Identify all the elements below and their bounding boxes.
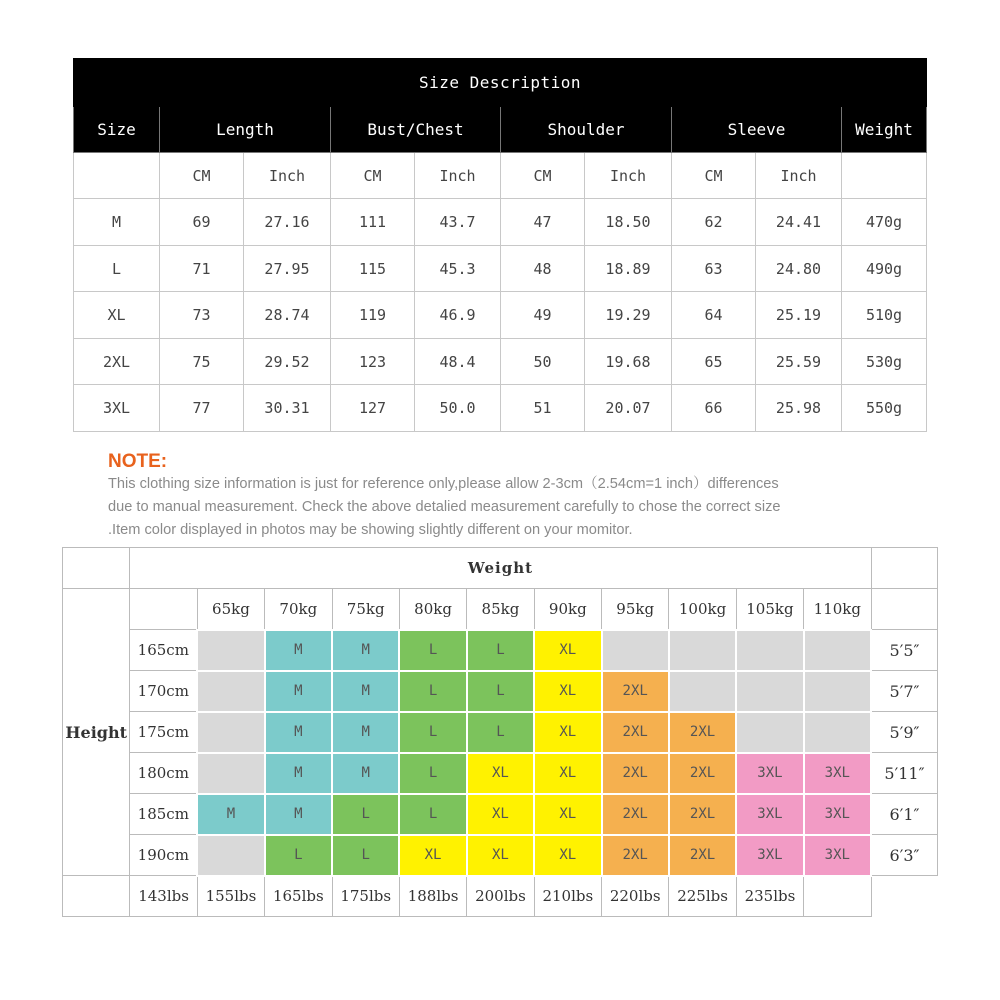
table-cell: 127	[331, 385, 415, 432]
chart-size-cell: 3XL	[736, 753, 803, 794]
chart-lbs-footer: 175lbs	[332, 876, 399, 917]
table-cell: 470g	[842, 199, 927, 245]
table-cell: 18.89	[585, 245, 672, 291]
chart-kg-header: 65kg	[197, 589, 264, 630]
chart-height-label: Height	[63, 589, 130, 876]
note-line: .Item color displayed in photos may be showing slightly different on your momitor.	[108, 522, 633, 538]
unit-cell: Inch	[415, 152, 501, 198]
chart-row	[63, 835, 938, 876]
unit-cell: Inch	[244, 152, 331, 198]
table-cell: 50	[501, 338, 585, 384]
table-cell: 62	[672, 199, 756, 245]
table-cell: 111	[331, 199, 415, 245]
table-row	[74, 385, 927, 432]
table-cell: 19.68	[585, 338, 672, 384]
chart-size-cell: XL	[399, 835, 466, 876]
table-row	[74, 292, 927, 338]
chart-lbs-footer: 225lbs	[669, 876, 736, 917]
table-cell: 24.80	[756, 245, 842, 291]
table-row	[74, 245, 927, 291]
table-cell: 119	[331, 292, 415, 338]
weight-height-chart	[62, 547, 938, 917]
chart-size-cell	[804, 712, 871, 753]
chart-lbs-footer: 235lbs	[736, 876, 803, 917]
chart-size-cell	[197, 835, 264, 876]
chart-height-cm: 175cm	[130, 712, 197, 753]
note-line: This clothing size information is just for reference only,please allow 2-3cm（2.54cm=1 inch）differences	[108, 476, 779, 492]
chart-blank	[63, 876, 130, 917]
chart-body	[63, 548, 938, 917]
size-table-title: Size Description	[74, 59, 927, 107]
table-cell: 75	[160, 338, 244, 384]
chart-kg-header-row	[63, 589, 938, 630]
table-cell: 43.7	[415, 199, 501, 245]
chart-size-cell: XL	[467, 794, 534, 835]
chart-size-cell: 2XL	[602, 835, 669, 876]
table-cell: 28.74	[244, 292, 331, 338]
chart-size-cell: M	[265, 753, 332, 794]
chart-kg-header: 90kg	[534, 589, 601, 630]
table-cell: 30.31	[244, 385, 331, 432]
chart-size-cell: L	[332, 835, 399, 876]
chart-size-cell: L	[467, 712, 534, 753]
chart-kg-header: 70kg	[265, 589, 332, 630]
chart-height-cm: 170cm	[130, 671, 197, 712]
chart-size-cell: 2XL	[669, 794, 736, 835]
chart-size-cell: L	[399, 794, 466, 835]
chart-size-cell: L	[399, 671, 466, 712]
chart-size-cell: L	[399, 753, 466, 794]
chart-height-ft: 5′11″	[871, 753, 937, 794]
chart-size-cell: M	[265, 794, 332, 835]
chart-size-cell	[669, 630, 736, 671]
chart-size-cell: XL	[534, 671, 601, 712]
chart-size-cell: L	[467, 671, 534, 712]
chart-size-cell	[736, 630, 803, 671]
table-row	[74, 338, 927, 384]
chart-size-cell	[736, 712, 803, 753]
table-cell: 115	[331, 245, 415, 291]
chart-size-cell: 2XL	[669, 753, 736, 794]
table-cell: 550g	[842, 385, 927, 432]
header-sleeve: Sleeve	[672, 106, 842, 152]
table-cell: 65	[672, 338, 756, 384]
chart-size-cell: M	[265, 671, 332, 712]
chart-size-cell: M	[332, 630, 399, 671]
chart-size-cell: XL	[534, 835, 601, 876]
size-table-units-row	[74, 152, 927, 198]
chart-lbs-row	[63, 876, 938, 917]
chart-weight-label: Weight	[130, 548, 871, 589]
note-section	[108, 451, 908, 542]
chart-corner	[871, 548, 937, 589]
chart-size-cell	[804, 630, 871, 671]
chart-size-cell	[602, 630, 669, 671]
chart-size-cell	[736, 671, 803, 712]
chart-kg-header: 110kg	[804, 589, 871, 630]
chart-height-ft: 5′9″	[871, 712, 937, 753]
chart-size-cell	[197, 712, 264, 753]
chart-size-cell: L	[399, 630, 466, 671]
note-line: due to manual measurement. Check the above detalied measurement carefully to chose the correct size	[108, 499, 781, 515]
chart-size-cell: XL	[467, 835, 534, 876]
table-cell: 63	[672, 245, 756, 291]
table-cell: 2XL	[74, 338, 160, 384]
table-cell: 45.3	[415, 245, 501, 291]
chart-kg-header: 75kg	[332, 589, 399, 630]
chart-size-cell: 2XL	[669, 835, 736, 876]
table-cell: 530g	[842, 338, 927, 384]
chart-lbs-footer: 155lbs	[197, 876, 264, 917]
chart-size-cell: M	[265, 630, 332, 671]
chart-size-cell	[804, 671, 871, 712]
chart-row	[63, 630, 938, 671]
table-cell: 77	[160, 385, 244, 432]
chart-size-cell: M	[332, 712, 399, 753]
chart-size-cell: 2XL	[602, 671, 669, 712]
table-cell: 48	[501, 245, 585, 291]
chart-row	[63, 753, 938, 794]
header-length: Length	[160, 106, 331, 152]
unit-cell: CM	[331, 152, 415, 198]
table-cell: XL	[74, 292, 160, 338]
table-cell: 51	[501, 385, 585, 432]
table-cell: 25.98	[756, 385, 842, 432]
chart-size-cell: M	[265, 712, 332, 753]
note-title: NOTE:	[108, 451, 168, 472]
chart-size-cell: XL	[534, 753, 601, 794]
chart-kg-header: 100kg	[669, 589, 736, 630]
header-shoulder: Shoulder	[501, 106, 672, 152]
chart-size-cell: 2XL	[602, 794, 669, 835]
chart-size-cell	[197, 753, 264, 794]
chart-size-cell: 2XL	[602, 712, 669, 753]
chart-height-ft: 5′5″	[871, 630, 937, 671]
chart-size-cell	[669, 671, 736, 712]
chart-lbs-footer: 143lbs	[130, 876, 197, 917]
table-cell: 25.19	[756, 292, 842, 338]
chart-row	[63, 712, 938, 753]
table-cell: 29.52	[244, 338, 331, 384]
chart-size-cell	[197, 671, 264, 712]
size-description-table	[73, 58, 927, 432]
table-cell: 64	[672, 292, 756, 338]
note-body	[108, 473, 908, 542]
unit-cell: CM	[501, 152, 585, 198]
chart-size-cell	[197, 630, 264, 671]
unit-cell: Inch	[585, 152, 672, 198]
table-cell: 18.50	[585, 199, 672, 245]
table-cell: 19.29	[585, 292, 672, 338]
unit-cell: Inch	[756, 152, 842, 198]
chart-lbs-footer: 210lbs	[534, 876, 601, 917]
table-row	[74, 199, 927, 245]
table-cell: 24.41	[756, 199, 842, 245]
chart-kg-header: 85kg	[467, 589, 534, 630]
chart-lbs-footer: 220lbs	[602, 876, 669, 917]
chart-lbs-footer: 165lbs	[265, 876, 332, 917]
table-cell: 27.95	[244, 245, 331, 291]
chart-size-cell: 2XL	[669, 712, 736, 753]
table-cell: 20.07	[585, 385, 672, 432]
chart-kg-header: 105kg	[736, 589, 803, 630]
chart-size-cell: 3XL	[736, 835, 803, 876]
chart-lbs-footer: 188lbs	[399, 876, 466, 917]
chart-size-cell: M	[332, 671, 399, 712]
chart-kg-header: 80kg	[399, 589, 466, 630]
table-cell: 46.9	[415, 292, 501, 338]
table-cell: 490g	[842, 245, 927, 291]
chart-blank	[130, 589, 197, 630]
chart-size-cell: L	[467, 630, 534, 671]
table-cell: 71	[160, 245, 244, 291]
units-blank	[74, 152, 160, 198]
chart-height-ft: 5′7″	[871, 671, 937, 712]
size-table-title-row	[74, 59, 927, 107]
chart-height-ft: 6′1″	[871, 794, 937, 835]
table-cell: 510g	[842, 292, 927, 338]
chart-height-cm: 180cm	[130, 753, 197, 794]
chart-height-cm: 185cm	[130, 794, 197, 835]
table-cell: 73	[160, 292, 244, 338]
chart-blank	[871, 589, 937, 630]
chart-lbs-footer: 200lbs	[467, 876, 534, 917]
chart-size-cell: XL	[534, 794, 601, 835]
chart-size-cell: L	[265, 835, 332, 876]
chart-blank	[804, 876, 871, 917]
chart-size-cell: 3XL	[736, 794, 803, 835]
chart-row	[63, 671, 938, 712]
chart-size-cell: XL	[534, 630, 601, 671]
table-cell: 27.16	[244, 199, 331, 245]
chart-size-cell: 3XL	[804, 835, 871, 876]
table-cell: 123	[331, 338, 415, 384]
unit-cell: CM	[160, 152, 244, 198]
table-cell: 49	[501, 292, 585, 338]
chart-size-cell: M	[332, 753, 399, 794]
units-blank	[842, 152, 927, 198]
chart-row	[63, 794, 938, 835]
chart-size-cell: 3XL	[804, 794, 871, 835]
table-cell: L	[74, 245, 160, 291]
chart-size-cell: L	[332, 794, 399, 835]
size-table-header-row	[74, 106, 927, 152]
chart-size-cell: 2XL	[602, 753, 669, 794]
table-cell: 50.0	[415, 385, 501, 432]
table-cell: 69	[160, 199, 244, 245]
chart-size-cell: XL	[534, 712, 601, 753]
chart-height-cm: 190cm	[130, 835, 197, 876]
header-bust-chest: Bust/Chest	[331, 106, 501, 152]
table-cell: 48.4	[415, 338, 501, 384]
table-cell: 25.59	[756, 338, 842, 384]
table-cell: 66	[672, 385, 756, 432]
chart-size-cell: M	[197, 794, 264, 835]
table-cell: 3XL	[74, 385, 160, 432]
table-cell: 47	[501, 199, 585, 245]
chart-kg-header: 95kg	[602, 589, 669, 630]
unit-cell: CM	[672, 152, 756, 198]
header-size: Size	[74, 106, 160, 152]
chart-size-cell: XL	[467, 753, 534, 794]
chart-weight-label-row	[63, 548, 938, 589]
chart-height-cm: 165cm	[130, 630, 197, 671]
header-weight: Weight	[842, 106, 927, 152]
chart-size-cell: L	[399, 712, 466, 753]
chart-corner	[63, 548, 130, 589]
chart-size-cell: 3XL	[804, 753, 871, 794]
chart-height-ft: 6′3″	[871, 835, 937, 876]
table-cell: M	[74, 199, 160, 245]
